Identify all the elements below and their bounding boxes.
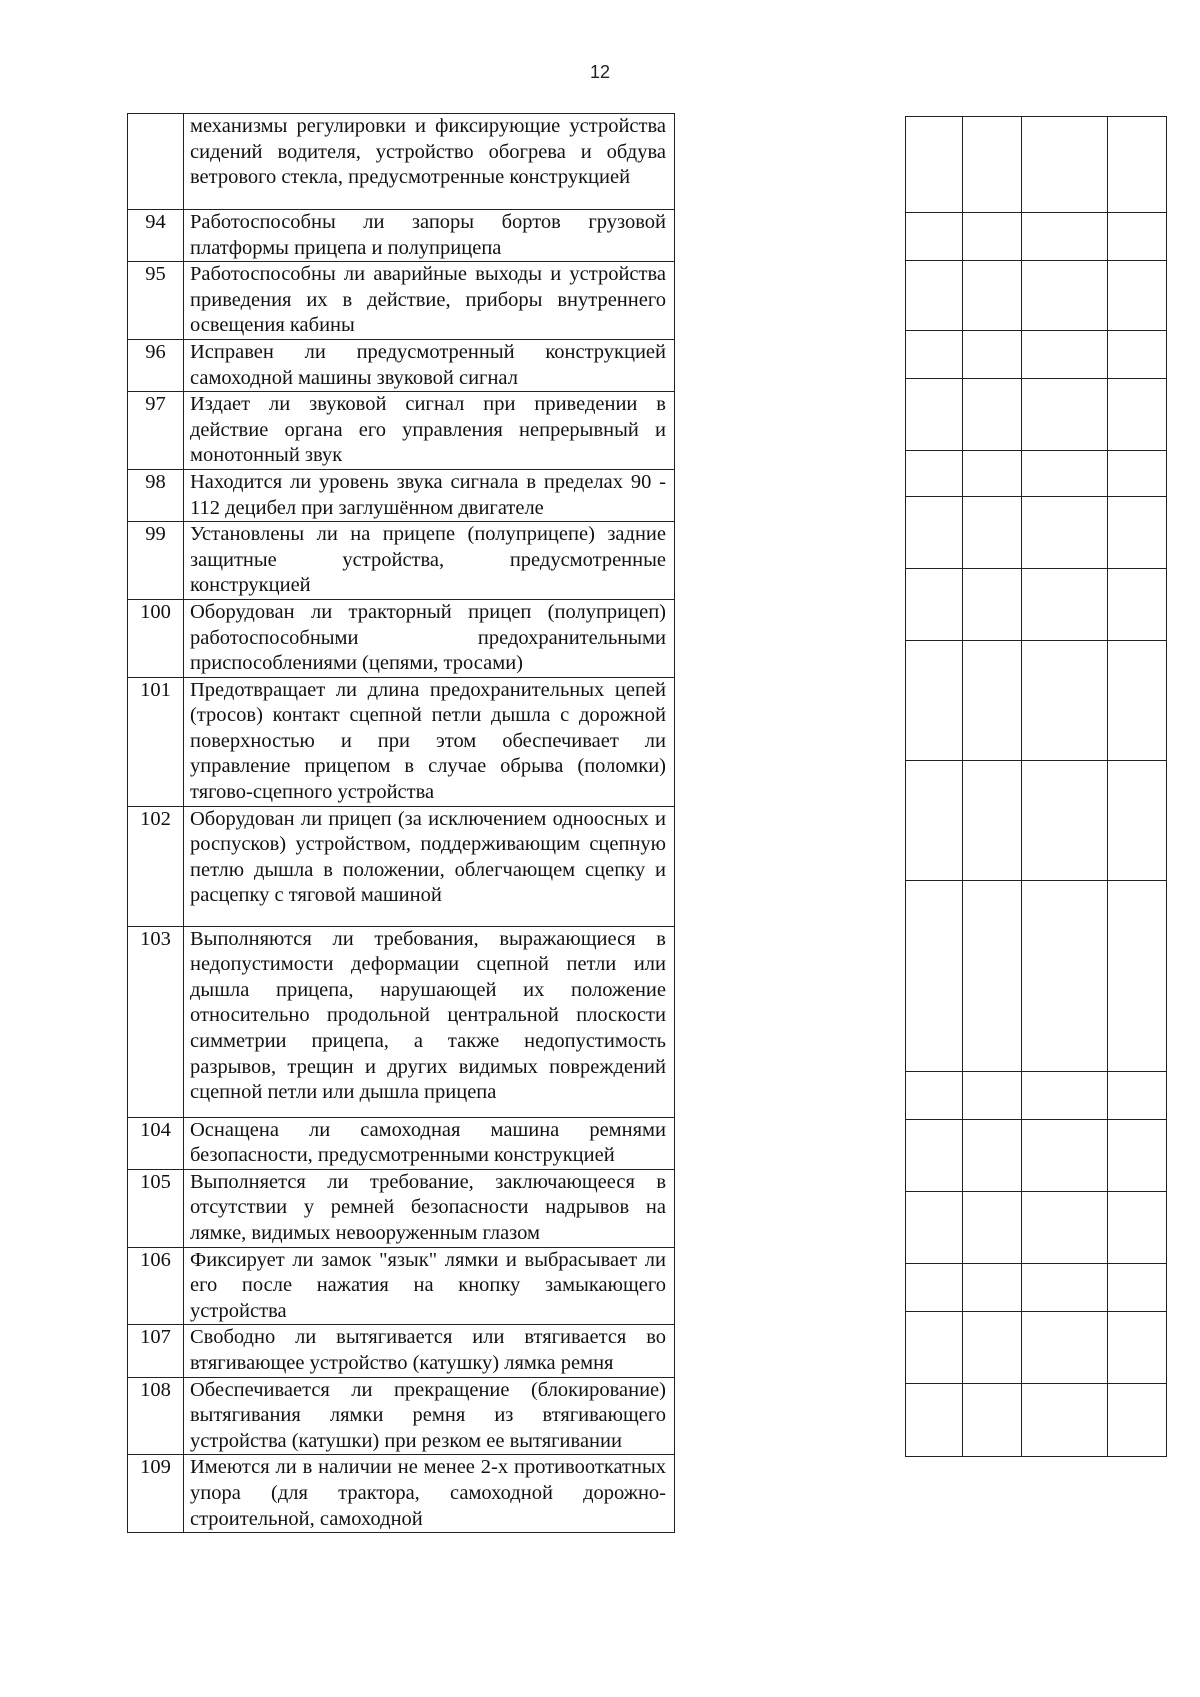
table-row <box>128 114 675 210</box>
answer-row <box>906 451 1167 497</box>
row-question: механизмы регулировки и фиксирующие устройства сидений водителя, устройство обогрева и обдува ветрового стекла, предусмотренные конструкцией <box>184 114 675 210</box>
row-number: 98 <box>128 469 184 521</box>
answer-note-cell <box>1108 117 1167 213</box>
answer-no-cell <box>962 1120 1021 1192</box>
answer-na-cell <box>1021 117 1108 213</box>
answer-row <box>906 1264 1167 1312</box>
row-number: 103 <box>128 926 184 1117</box>
row-number: 102 <box>128 806 184 926</box>
answer-row <box>906 881 1167 1072</box>
answer-no-cell <box>962 379 1021 451</box>
table-row <box>128 1455 675 1533</box>
table-row <box>128 1247 675 1325</box>
answer-no-cell <box>962 1192 1021 1264</box>
answer-note-cell <box>1108 213 1167 261</box>
table-row <box>128 262 675 340</box>
answer-no-cell <box>962 569 1021 641</box>
answer-yes-cell <box>906 1384 963 1457</box>
answer-no-cell <box>962 761 1021 881</box>
answer-no-cell <box>962 213 1021 261</box>
answer-note-cell <box>1108 379 1167 451</box>
row-question: Выполняются ли требования, выражающиеся в недопустимости деформации сцепной петли или дышла прицепа, нарушающей их положение относительно продольной центральной плоскости симметрии прицепа, а также недопустимость разрывов, трещин и других видимых повреждений сцепной петли или дышла прицепа <box>184 926 675 1117</box>
answer-row <box>906 1072 1167 1120</box>
answer-yes-cell <box>906 641 963 761</box>
row-number: 96 <box>128 339 184 391</box>
answer-row <box>906 569 1167 641</box>
answer-note-cell <box>1108 1072 1167 1120</box>
row-question: Установлены ли на прицепе (полуприцепе) задние защитные устройства, предусмотренные конструкцией <box>184 522 675 600</box>
answer-yes-cell <box>906 331 963 379</box>
answer-row <box>906 1120 1167 1192</box>
answer-row <box>906 261 1167 331</box>
row-number: 100 <box>128 599 184 677</box>
table-row <box>128 469 675 521</box>
row-number: 101 <box>128 677 184 806</box>
answer-no-cell <box>962 261 1021 331</box>
row-question: Оснащена ли самоходная машина ремнями безопасности, предусмотренными конструкцией <box>184 1117 675 1169</box>
answer-note-cell <box>1108 261 1167 331</box>
answer-note-cell <box>1108 881 1167 1072</box>
answer-note-cell <box>1108 1264 1167 1312</box>
row-question: Работоспособны ли запоры бортов грузовой платформы прицепа и полуприцепа <box>184 210 675 262</box>
answer-yes-cell <box>906 379 963 451</box>
answer-row <box>906 641 1167 761</box>
answer-row <box>906 497 1167 569</box>
row-question: Выполняется ли требование, заключающееся в отсутствии у ремней безопасности надрывов на лямке, видимых невооруженным глазом <box>184 1169 675 1247</box>
answer-na-cell <box>1021 1192 1108 1264</box>
answer-no-cell <box>962 641 1021 761</box>
row-number: 97 <box>128 392 184 470</box>
answer-note-cell <box>1108 1312 1167 1384</box>
answer-row <box>906 1192 1167 1264</box>
answer-na-cell <box>1021 1312 1108 1384</box>
row-question: Издает ли звуковой сигнал при приведении в действие органа его управления непрерывный и монотонный звук <box>184 392 675 470</box>
answer-note-cell <box>1108 331 1167 379</box>
answer-na-cell <box>1021 451 1108 497</box>
row-number: 109 <box>128 1455 184 1533</box>
answer-no-cell <box>962 117 1021 213</box>
row-number: 107 <box>128 1325 184 1377</box>
answer-yes-cell <box>906 213 963 261</box>
answer-note-cell <box>1108 761 1167 881</box>
answer-yes-cell <box>906 761 963 881</box>
answer-yes-cell <box>906 1192 963 1264</box>
answer-no-cell <box>962 1384 1021 1457</box>
answer-na-cell <box>1021 213 1108 261</box>
table-row <box>128 1377 675 1455</box>
row-question: Обеспечивается ли прекращение (блокирование) вытягивания лямки ремня из втягивающего устройства (катушки) при резком ее вытягивании <box>184 1377 675 1455</box>
answer-yes-cell <box>906 117 963 213</box>
row-number: 94 <box>128 210 184 262</box>
row-question: Находится ли уровень звука сигнала в пределах 90 - 112 децибел при заглушённом двигателе <box>184 469 675 521</box>
page-number: 12 <box>589 62 611 82</box>
row-number: 108 <box>128 1377 184 1455</box>
answer-note-cell <box>1108 1384 1167 1457</box>
checklist-table <box>127 113 675 1533</box>
row-question: Имеются ли в наличии не менее 2-х противооткатных упора (для трактора, самоходной дорожно-строительной, самоходной <box>184 1455 675 1533</box>
answer-no-cell <box>962 1264 1021 1312</box>
table-row <box>128 522 675 600</box>
answer-note-cell <box>1108 451 1167 497</box>
answer-yes-cell <box>906 497 963 569</box>
answer-yes-cell <box>906 1072 963 1120</box>
answer-na-cell <box>1021 761 1108 881</box>
row-number: 106 <box>128 1247 184 1325</box>
answer-yes-cell <box>906 1312 963 1384</box>
answer-na-cell <box>1021 1120 1108 1192</box>
row-question: Исправен ли предусмотренный конструкцией самоходной машины звуковой сигнал <box>184 339 675 391</box>
answer-na-cell <box>1021 1072 1108 1120</box>
answer-na-cell <box>1021 1384 1108 1457</box>
answer-yes-cell <box>906 881 963 1072</box>
row-question: Свободно ли вытягивается или втягивается во втягивающее устройство (катушку) лямка ремня <box>184 1325 675 1377</box>
answer-note-cell <box>1108 1120 1167 1192</box>
answer-na-cell <box>1021 497 1108 569</box>
answer-row <box>906 117 1167 213</box>
table-row <box>128 1169 675 1247</box>
table-row <box>128 806 675 926</box>
row-question: Предотвращает ли длина предохранительных цепей (тросов) контакт сцепной петли дышла с дорожной поверхностью и при этом обеспечивает ли управление прицепом в случае обрыва (поломки) тягово-сцепного устройства <box>184 677 675 806</box>
table-row <box>128 210 675 262</box>
answer-no-cell <box>962 451 1021 497</box>
table-row <box>128 339 675 391</box>
answer-row <box>906 331 1167 379</box>
answer-na-cell <box>1021 569 1108 641</box>
answer-yes-cell <box>906 1264 963 1312</box>
answer-note-cell <box>1108 497 1167 569</box>
table-row <box>128 1325 675 1377</box>
row-number: 99 <box>128 522 184 600</box>
answer-note-cell <box>1108 641 1167 761</box>
answer-grid <box>905 116 1167 1457</box>
answer-yes-cell <box>906 1120 963 1192</box>
table-row <box>128 1117 675 1169</box>
answer-no-cell <box>962 331 1021 379</box>
answer-no-cell <box>962 881 1021 1072</box>
answer-note-cell <box>1108 569 1167 641</box>
answer-no-cell <box>962 1312 1021 1384</box>
answer-yes-cell <box>906 261 963 331</box>
answer-no-cell <box>962 497 1021 569</box>
row-number: 95 <box>128 262 184 340</box>
answer-na-cell <box>1021 331 1108 379</box>
answer-row <box>906 379 1167 451</box>
answer-note-cell <box>1108 1192 1167 1264</box>
row-number: 105 <box>128 1169 184 1247</box>
answer-na-cell <box>1021 261 1108 331</box>
row-number: 104 <box>128 1117 184 1169</box>
row-number <box>128 114 184 210</box>
table-row <box>128 926 675 1117</box>
answer-yes-cell <box>906 451 963 497</box>
answer-na-cell <box>1021 641 1108 761</box>
answer-yes-cell <box>906 569 963 641</box>
row-question: Фиксирует ли замок "язык" лямки и выбрасывает ли его после нажатия на кнопку замыкающего устройства <box>184 1247 675 1325</box>
row-question: Работоспособны ли аварийные выходы и устройства приведения их в действие, приборы внутреннего освещения кабины <box>184 262 675 340</box>
answer-na-cell <box>1021 881 1108 1072</box>
table-row <box>128 392 675 470</box>
answer-na-cell <box>1021 1264 1108 1312</box>
answer-row <box>906 1384 1167 1457</box>
row-question: Оборудован ли тракторный прицеп (полуприцеп) работоспособными предохранительными приспособлениями (цепями, тросами) <box>184 599 675 677</box>
answer-no-cell <box>962 1072 1021 1120</box>
table-row <box>128 599 675 677</box>
table-row <box>128 677 675 806</box>
answer-row <box>906 761 1167 881</box>
answer-na-cell <box>1021 379 1108 451</box>
answer-row <box>906 213 1167 261</box>
answer-row <box>906 1312 1167 1384</box>
row-question: Оборудован ли прицеп (за исключением одноосных и роспусков) устройством, поддерживающим сцепную петлю дышла в положении, облегчающем сцепку и расцепку с тяговой машиной <box>184 806 675 926</box>
